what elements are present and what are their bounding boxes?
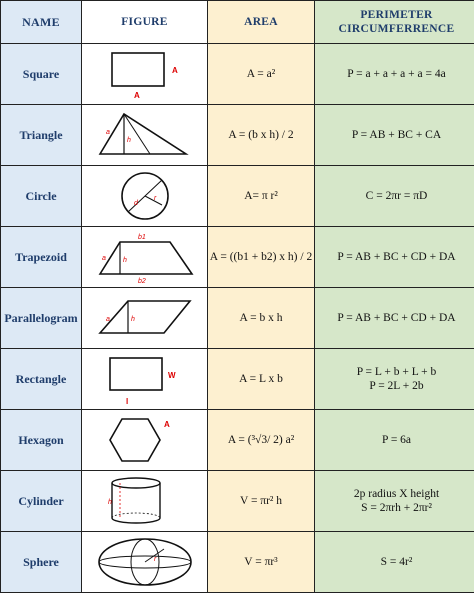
square-icon [90,47,200,101]
rectangle-label-l: l [126,397,128,406]
area-formula: A = a² [208,44,315,105]
cylinder-icon [90,474,200,528]
table-row [1,105,474,166]
perimeter-formula: P = L + b + L + b P = 2L + 2b [315,349,474,410]
circle-label-r: r [154,195,157,202]
shape-name: Cylinder [1,471,82,532]
table-row [1,532,474,593]
parallelogram-figure [82,288,208,349]
hexagon-icon [90,413,200,467]
perimeter-formula: P = AB + BC + CD + DA [315,288,474,349]
header-perimeter [315,1,474,44]
area-formula: A= π r² [208,166,315,227]
header-row [1,1,474,44]
trapezoid-label-h: h [123,257,127,264]
shape-name: Parallelogram [1,288,82,349]
table-row [1,349,474,410]
rectangle-figure [82,349,208,410]
trapezoid-label-b2: b2 [138,278,146,284]
header-perimeter-line2: CIRCUMFERRENCE [315,22,474,36]
hexagon-label-a: A [164,420,170,429]
table-row [1,44,474,105]
area-formula: A = (³√3/ 2) a² [208,410,315,471]
trapezoid-label-b1: b1 [138,234,146,241]
parallelogram-label-a: a [106,316,110,323]
shape-name: Square [1,44,82,105]
perimeter-formula: 2p radius X height S = 2πrh + 2πr² [315,471,474,532]
circle-label-d: d [134,200,139,207]
perimeter-formula: P = a + a + a + a = 4a [315,44,474,105]
table-row [1,166,474,227]
table-row [1,471,474,532]
area-formula: A = b x h [208,288,315,349]
table-row [1,410,474,471]
trapezoid-icon [90,230,200,284]
perimeter-formula: C = 2πr = πD [315,166,474,227]
rectangle-icon [90,352,200,406]
triangle-label-h: h [127,137,131,144]
sphere-icon [90,535,200,589]
shape-name: Sphere [1,532,82,593]
table-row [1,288,474,349]
perimeter-formula: P = AB + BC + CD + DA [315,227,474,288]
header-perimeter-line1: PERIMETER [315,8,474,22]
sphere-figure [82,532,208,593]
shape-name: Rectangle [1,349,82,410]
table-row [1,227,474,288]
header-area: AREA [208,1,315,44]
square-label-right: A [172,66,178,75]
area-formula: A = L x b [208,349,315,410]
square-figure [82,44,208,105]
shape-name: Hexagon [1,410,82,471]
square-label-bottom: A [134,91,140,100]
hexagon-figure [82,410,208,471]
sphere-label-r: r [154,556,157,563]
shape-name: Trapezoid [1,227,82,288]
cylinder-figure [82,471,208,532]
trapezoid-figure [82,227,208,288]
triangle-figure [82,105,208,166]
header-figure: FIGURE [82,1,208,44]
area-formula: A = ((b1 + b2) x h) / 2 [208,227,315,288]
circle-icon [90,169,200,223]
parallelogram-icon [90,291,200,345]
circle-figure [82,166,208,227]
triangle-icon [90,108,200,162]
perimeter-formula: P = 6a [315,410,474,471]
trapezoid-label-a: a [102,255,106,262]
area-formula: V = πr² h [208,471,315,532]
shape-name: Circle [1,166,82,227]
cylinder-label-h: h [108,499,112,506]
rectangle-label-w: W [168,371,176,380]
header-name: NAME [1,1,82,44]
area-formula: A = (b x h) / 2 [208,105,315,166]
triangle-label-a: a [106,129,110,136]
parallelogram-label-h: h [131,316,135,323]
shape-name: Triangle [1,105,82,166]
perimeter-formula: P = AB + BC + CA [315,105,474,166]
perimeter-formula: S = 4r² [315,532,474,593]
area-formula: V = πr³ [208,532,315,593]
